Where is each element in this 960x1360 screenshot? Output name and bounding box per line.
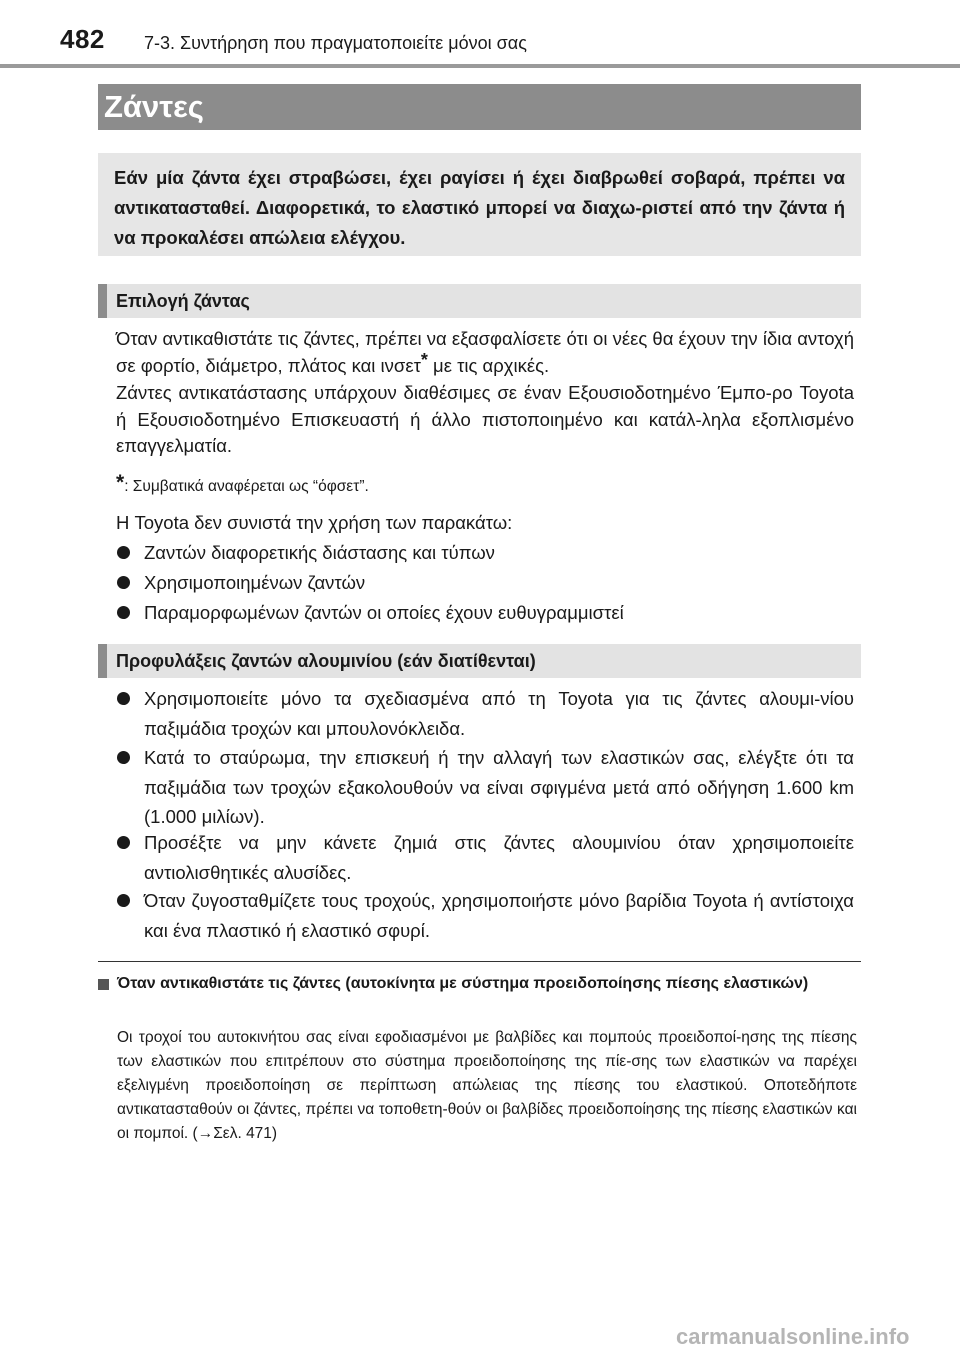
footnote-text: : Συμβατικά αναφέρεται ως “όφσετ”. [124,478,369,495]
paragraph-recommendation: Η Toyota δεν συνιστά την χρήση των παρακάτω: [116,512,513,533]
paragraph-text-end: με τις αρχικές. [427,354,550,376]
chapter-title: 7-3. Συντήρηση που πραγματοποιείτε μόνοι σας [144,33,527,53]
header-rule [0,64,960,68]
footnote [116,472,854,498]
section-title-bar: Ζάντες [98,84,861,130]
subheading-aluminum-precautions: Προφυλάξεις ζαντών αλουμινίου (εάν διατίθενται) [98,644,861,678]
list-item: Όταν ζυγοσταθμίζετε τους τροχούς, χρησιμοποιήστε μόνο βαρίδια Toyota ή αντίστοιχα και ένα πλαστικό ή ελαστικό σφυρί. [116,886,854,945]
section-divider [98,961,861,962]
note-body: Οι τροχοί του αυτοκινήτου σας είναι εφοδιασμένοι με βαλβίδες και πομπούς προειδοποί-ησης της πίεσης των ελαστικών που επιτρέπουν στο σύστημα προειδοποίησης της πίε-σης των ελαστικών να παρέχει εξελιγμένη προειδοποίηση σε περίπτωση απώλειας της πίεσης του ελαστικού. Οποτεδήποτε αντικατασταθούν οι ζάντες, πρέπει να τοποθετη-θούν οι βαλβίδες προειδοποίησης της πίεσης ελαστικών και οι πομποί. (→Σελ. 471) [117,1029,857,1142]
note-title [98,972,858,996]
asterisk-marker: * [420,349,428,370]
warning-box: Εάν μία ζάντα έχει στραβώσει, έχει ραγίσει ή έχει διαβρωθεί σοβαρά, πρέπει να αντικατασταθεί. Διαφορετικά, το ελαστικό μπορεί να διαχω-ριστεί από την ζάντα ή να προκαλέσει απώλεια ελέγχου. [98,153,861,256]
list-item: Παραμορφωμένων ζαντών οι οποίες έχουν ευθυγραμμιστεί [116,598,854,628]
footnote-asterisk: * [116,471,125,494]
page-number: 482 [60,24,105,54]
paragraph-replacement-specs [116,326,854,379]
list-item: Χρησιμοποιημένων ζαντών [116,568,854,598]
subheading-wheel-selection: Επιλογή ζάντας [98,284,861,318]
watermark: carmanualsonline.info [676,1324,910,1349]
list-item: Κατά το σταύρωμα, την επισκευή ή την αλλαγή των ελαστικών σας, ελέγξτε ότι τα παξιμάδια των τροχών εξακολουθούν να είναι σφιγμένα μετά από οδήγηση 1.600 km (1.000 μιλίων). [116,743,854,832]
list-item: Προσέξτε να μην κάνετε ζημιά στις ζάντες αλουμινίου όταν χρησιμοποιείτε αντιολισθητικές αλυσίδες. [116,828,854,887]
paragraph-availability: Ζάντες αντικατάστασης υπάρχουν διαθέσιμες σε έναν Εξουσιοδοτημένο Έμπο-ρο Toyota ή Εξουσιοδοτημένο Επισκευαστή ή άλλο πιστοποιημένο και κατάλ-ληλα εξοπλισμένο επαγγελματία. [116,382,854,456]
square-bullet-icon [98,979,109,990]
note-title-text: Όταν αντικαθιστάτε τις ζάντες (αυτοκίνητα με σύστημα προειδοποίησης πίεσης ελαστικών) [117,975,809,992]
paragraph-text: Όταν αντικαθιστάτε τις ζάντες, πρέπει να εξασφαλίσετε ότι οι νέες θα έχουν την ίδια αντοχή σε φορτίο, διάμετρο, πλάτος και ινσετ [116,328,854,376]
list-item: Ζαντών διαφορετικής διάστασης και τύπων [116,538,854,568]
list-item: Χρησιμοποιείτε μόνο τα σχεδιασμένα από τη Toyota για τις ζάντες αλουμι-νίου παξιμάδια τροχών και μπουλονόκλειδα. [116,684,854,743]
